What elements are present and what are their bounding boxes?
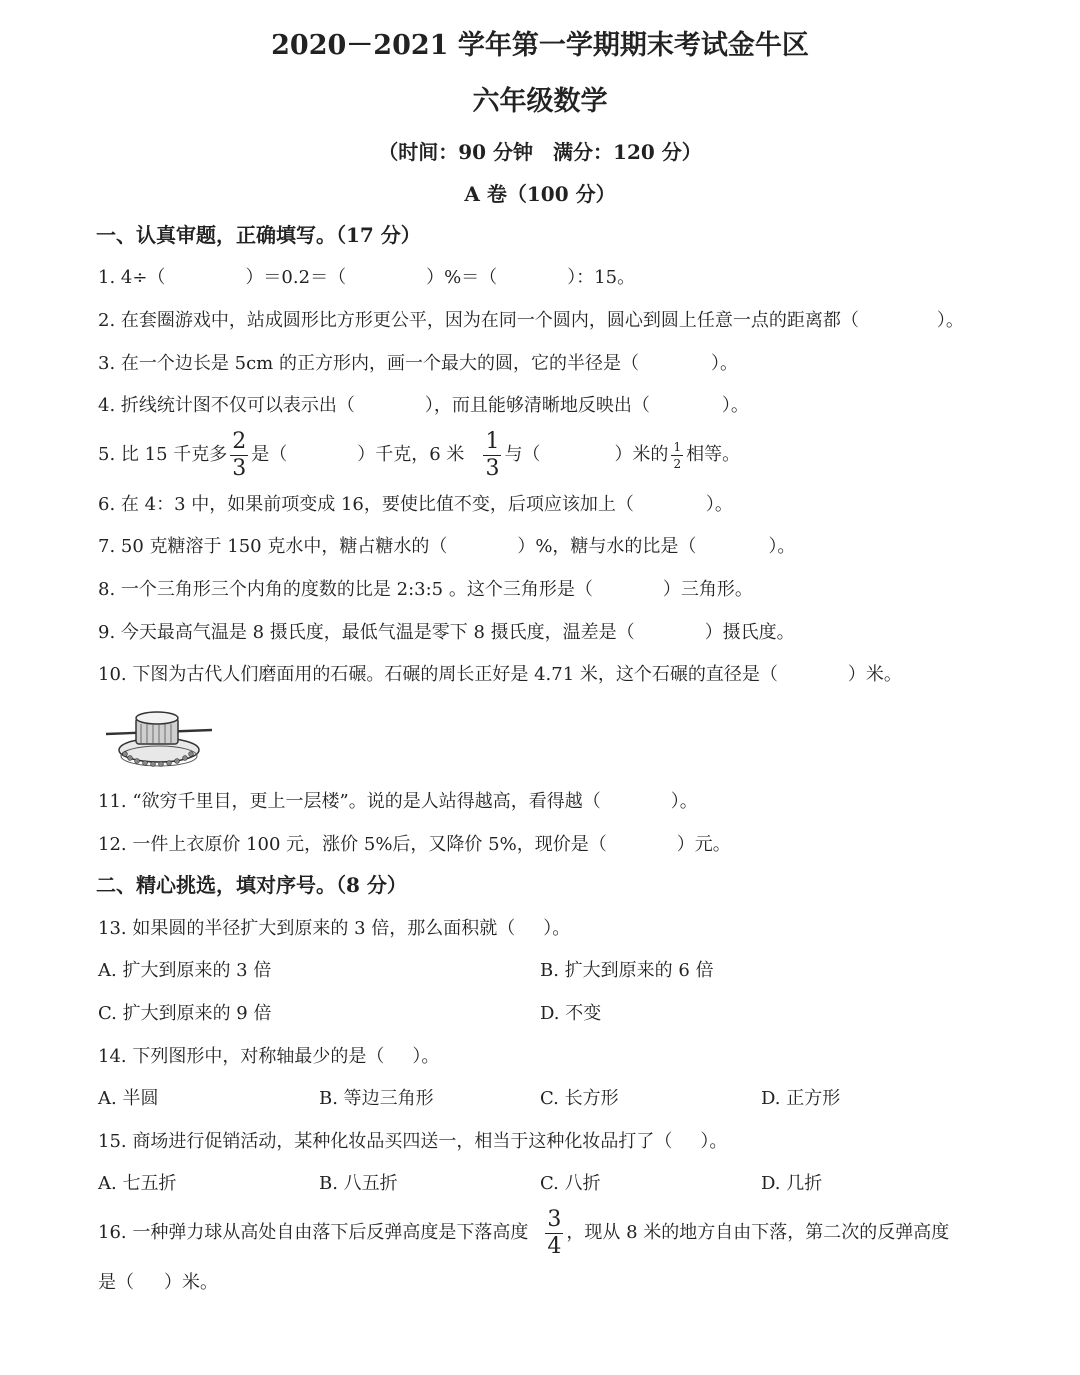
q14-option-c: C. 长方形: [540, 1088, 619, 1109]
q15-option-b: B. 八五折: [319, 1173, 398, 1194]
exam-time-score: （时间：90 分钟 满分：120 分）: [378, 140, 702, 164]
stone-roller-illustration: [104, 706, 216, 776]
paper-label: A 卷（100 分）: [464, 182, 616, 206]
q15-option-d: D. 几折: [761, 1173, 823, 1194]
fraction-one-third: $\frac{1}{3}$: [485, 428, 500, 481]
fraction-two-thirds: $\frac{2}{3}$: [232, 428, 247, 481]
fraction-one-half: $\frac{1}{2}$: [673, 439, 682, 471]
q15-option-a: A. 七五折: [98, 1173, 177, 1194]
question-15: 15. 商场进行促销活动，某种化妆品买四送一，相当于这种化妆品打了（ ）。: [98, 1131, 728, 1152]
question-14: 14. 下列图形中，对称轴最少的是（ ）。: [98, 1046, 440, 1067]
section-1-heading: 一、认真审题，正确填写。（17 分）: [96, 223, 421, 247]
q13-option-b: B. 扩大到原来的 6 倍: [540, 960, 714, 981]
question-8: 8. 一个三角形三个内角的度数的比是 2:3:5 。这个三角形是（ ）三角形。: [98, 579, 753, 600]
question-12: 12. 一件上衣原价 100 元，涨价 5%后，又降价 5%，现价是（ ）元。: [98, 834, 731, 855]
question-10: 10. 下图为古代人们磨面用的石碾。石碾的周长正好是 4.71 米，这个石碾的直径是（ ）米。: [98, 664, 902, 685]
q14-option-a: A. 半圆: [98, 1088, 159, 1109]
q15-option-c: C. 八折: [540, 1173, 601, 1194]
q13-option-d: D. 不变: [540, 1003, 602, 1024]
question-13: 13. 如果圆的半径扩大到原来的 3 倍，那么面积就（ ）。: [98, 918, 571, 939]
question-4: 4. 折线统计图不仅可以表示出（ ），而且能够清晰地反映出（ ）。: [98, 395, 749, 416]
section-2-heading: 二、精心挑选，填对序号。（8 分）: [96, 873, 407, 897]
exam-subject: 六年级数学: [472, 86, 608, 117]
question-16: 16. 一种弹力球从高处自由落下后反弹高度是下落高度 $\frac{3}{4}$ ，现从 8 米的地方自由下落，第二次的反弹高度: [98, 1206, 950, 1259]
q13-option-a: A. 扩大到原来的 3 倍: [98, 960, 272, 981]
q13-option-c: C. 扩大到原来的 9 倍: [98, 1003, 272, 1024]
question-9: 9. 今天最高气温是 8 摄氏度，最低气温是零下 8 摄氏度，温差是（ ）摄氏度。: [98, 622, 795, 643]
question-5: 5. 比 15 千克多 $\frac{2}{3}$ 是（ ）千克，6 米 $\frac{1}{3}$ 与（ ）米的 $\frac{1}{2}$ 相等。: [98, 428, 741, 481]
fraction-three-quarters: $\frac{3}{4}$: [547, 1206, 562, 1259]
question-7: 7. 50 克糖溶于 150 克水中，糖占糖水的（ ）%，糖与水的比是（ ）。: [98, 536, 796, 557]
question-1: 1. 4÷（ ）＝0.2＝（ ）%＝（ ）：15。: [98, 267, 636, 288]
q14-option-b: B. 等边三角形: [319, 1088, 434, 1109]
question-11: 11. “欲穷千里目，更上一层楼”。说的是人站得越高，看得越（ ）。: [98, 791, 698, 812]
question-3: 3. 在一个边长是 5cm 的正方形内，画一个最大的圆，它的半径是（ ）。: [98, 353, 738, 374]
question-6: 6. 在 4：3 中，如果前项变成 16，要使比值不变，后项应该加上（ ）。: [98, 494, 733, 515]
question-16-continued: 是（ ）米。: [98, 1272, 218, 1293]
exam-title: 2020－2021 学年第一学期期末考试金牛区: [271, 30, 809, 61]
question-2: 2. 在套圈游戏中，站成圆形比方形更公平，因为在同一个圆内，圆心到圆上任意一点的距离都（ ）。: [98, 310, 964, 331]
q14-option-d: D. 正方形: [761, 1088, 841, 1109]
